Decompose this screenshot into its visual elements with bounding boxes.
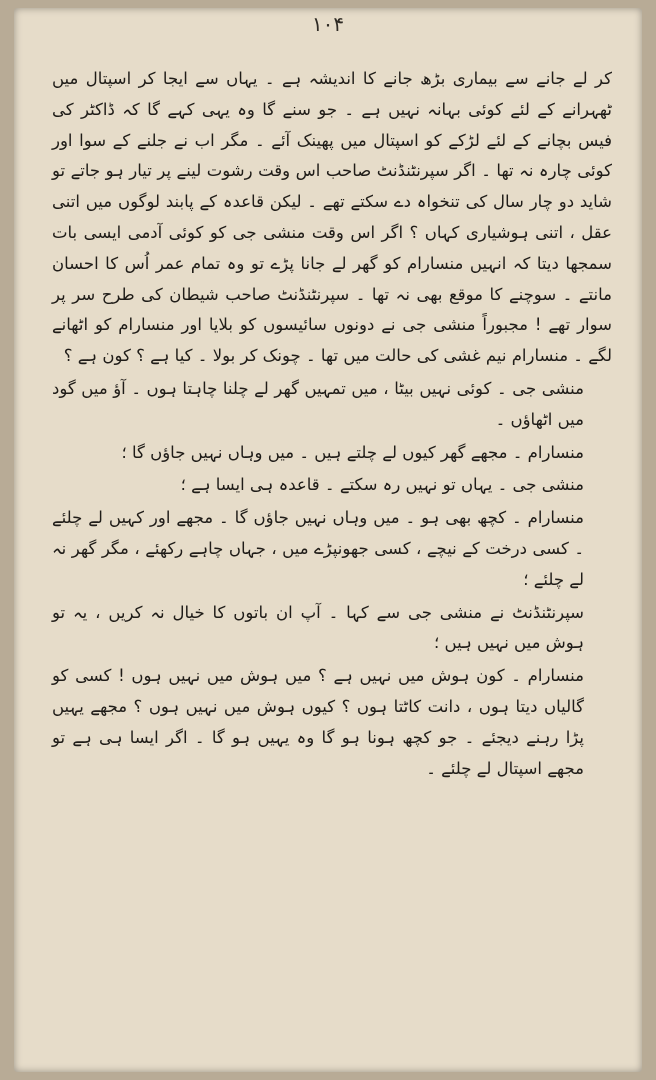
- paragraph-dialogue: منسارام ۔ کون ہوش میں نہیں ہے ؟ میں ہوش میں نہیں ہوں ! کسی کو گالیاں دیتا ہوں ، دانت کاٹتا ہوں ؟ کیوں ہوش میں نہیں ہوں ؟ مجھے یہیں پڑا رہنے دیجئے ۔ جو کچھ ہونا ہو گا وہ یہیں ہو گا ۔ اگر ایسا ہی ہے تو مجھے اسپتال لے چلئے ۔: [52, 666, 584, 778]
- paragraph-dialogue: منسارام ۔ مجھے گھر کیوں لے چلتے ہیں ۔ میں وہاں نہیں جاؤں گا ؛: [121, 442, 584, 462]
- page-body: [52, 64, 612, 786]
- paragraph-dialogue: منشی جی ۔ یہاں تو نہیں رہ سکتے ۔ قاعدہ ہی ایسا ہے ؛: [180, 475, 584, 495]
- page-number: ۱۰۴: [311, 12, 345, 36]
- paragraph-dialogue: منشی جی ۔ کوئی نہیں بیٹا ، میں تمہیں گھر لے چلنا چاہتا ہوں ۔ آؤ میں گود میں اٹھاؤں ۔: [52, 378, 584, 429]
- paragraph-dialogue: منسارام ۔ کچھ بھی ہو ۔ میں وہاں نہیں جاؤں گا ۔ مجھے اور کہیں لے چلئے ۔ کسی درخت کے نیچے ، کسی جھونپڑے میں ، جہاں چاہے رکھئے ، مگر گھر نہ لے چلئے ؛: [52, 508, 584, 589]
- paragraph-narration: کر لے جانے سے بیماری بڑھ جانے کا اندیشہ ہے ۔ یہاں سے ایجا کر اسپتال میں ٹھہرانے کے لئے کوئی بہانہ نہیں ہے ۔ جو سنے گا وہ یہی کہے گا کہ ڈاکٹر کی فیس بچانے کے لئے لڑکے کو اسپتال میں پھینک آئے ۔ مگر اب نے جلنے کے سوا اور کوئی چارہ نہ تھا ۔ اگر سپرنٹنڈنٹ صاحب اس وقت رشوت لینے پر تیار ہو جاتے تو شاید دو چار سال کی تنخواہ دے سکتے تھے ۔ لیکن قاعدہ کے پابند لوگوں میں اتنی عقل ، اتنی ہوشیاری کہاں ؟ اگر اس وقت منشی جی کو کوئی آدمی ایسی بات سمجھا دیتا کہ انہیں منسارام کو گھر لے جانا پڑے تو وہ تمام عمر اُس کا احسان مانتے ۔ سوچنے کا موقع بھی نہ تھا ۔ سپرنٹنڈنٹ صاحب شیطان کی طرح سر پر سوار تھے ! مجبوراً منشی جی نے دونوں سائیسوں کو بلایا اور منسارام کو اٹھانے لگے ۔ منسارام نیم غشی کی حالت میں تھا ۔ چونک کر بولا ۔ کیا ہے ؟ کون ہے ؟: [52, 69, 612, 366]
- paragraph-dialogue: سپرنٹنڈنٹ نے منشی جی سے کہا ۔ آپ ان باتوں کا خیال نہ کریں ، یہ تو ہوش میں نہیں ہیں ؛: [52, 602, 584, 653]
